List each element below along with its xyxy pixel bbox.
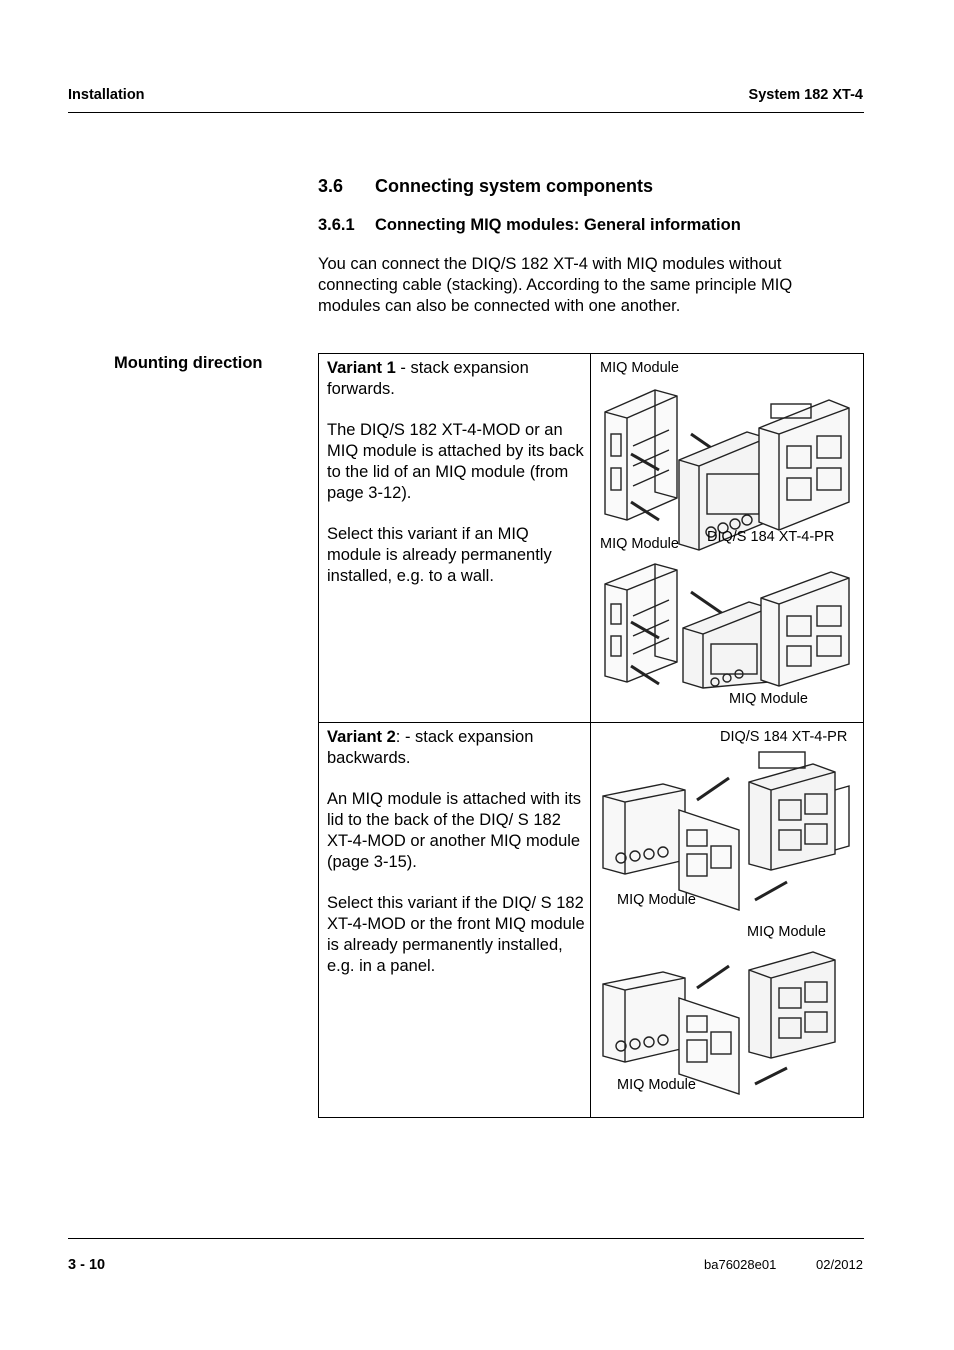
section-title: Connecting system components (375, 176, 654, 196)
variant2-title: Variant 2 (327, 728, 396, 746)
footer-rule (68, 1238, 864, 1239)
section-number: 3.6 (318, 176, 344, 196)
footer-date: 02/2012 (816, 1257, 863, 1272)
v2-fig-b-label-miq: MIQ Module (617, 1077, 696, 1093)
v1-fig-b-label-miq-top: MIQ Module (600, 536, 679, 552)
table-row-divider (319, 722, 863, 723)
variant2-title-rest: : - stack expansion backwards. (327, 728, 534, 767)
header-product-name: System 182 XT-4 (748, 87, 863, 103)
variant1-heading (327, 358, 585, 400)
v1-fig-b-label-miq-bottom: MIQ Module (729, 691, 808, 707)
variant2-text (327, 727, 585, 997)
subsection-title: Connecting MIQ modules: General information (375, 216, 741, 234)
v2-fig-b-label-miq-top: MIQ Module (747, 924, 826, 940)
variant1-title: Variant 1 (327, 359, 396, 377)
v1-fig-a-label-device: DIQ/S 184 XT-4-PR (707, 529, 835, 545)
variant1-para1: The DIQ/S 182 XT-4-MOD or an MIQ module is attached by its back to the lid of an MIQ module (from page 3-12). (327, 421, 584, 502)
variant1-para2: Select this variant if an MIQ module is already permanently installed, e.g. to a wall. (327, 525, 552, 585)
variant2-para1: An MIQ module is attached with its lid to the back of the DIQ/ S 182 XT-4-MOD or another MIQ module (page 3-15). (327, 790, 582, 871)
variant2-para2: Select this variant if the DIQ/ S 182 XT-4-MOD or the front MIQ module is already permanently installed, e.g. in a panel. (327, 894, 585, 975)
header-rule (68, 112, 864, 113)
margin-label: Mounting direction (114, 354, 263, 372)
section-heading (318, 176, 653, 197)
v2-fig-a-illustration (599, 750, 861, 906)
variants-table (318, 353, 864, 1118)
variant1-text (327, 358, 585, 608)
v2-fig-a-label-device: DIQ/S 184 XT-4-PR (720, 729, 848, 745)
variant1-title-rest: - stack expansion forwards. (327, 359, 529, 398)
v1-fig-a-illustration (599, 382, 861, 542)
footer-page-number: 3 - 10 (68, 1257, 106, 1273)
v2-fig-b-illustration (599, 944, 861, 1092)
header-section-title: Installation (68, 87, 145, 103)
variant2-heading (327, 727, 585, 769)
v1-fig-a-label-miq: MIQ Module (600, 360, 679, 376)
subsection-heading (318, 216, 741, 235)
intro-paragraph: You can connect the DIQ/S 182 XT-4 with MIQ modules without connecting cable (stacking). According to the same principle MIQ modules can also be connected with one another. (318, 255, 793, 315)
v1-fig-b-illustration (599, 558, 861, 688)
subsection-number: 3.6.1 (318, 216, 355, 234)
v2-fig-a-label-miq: MIQ Module (617, 892, 696, 908)
table-column-divider (590, 354, 591, 1117)
footer-doc-number: ba76028e01 (704, 1257, 777, 1272)
